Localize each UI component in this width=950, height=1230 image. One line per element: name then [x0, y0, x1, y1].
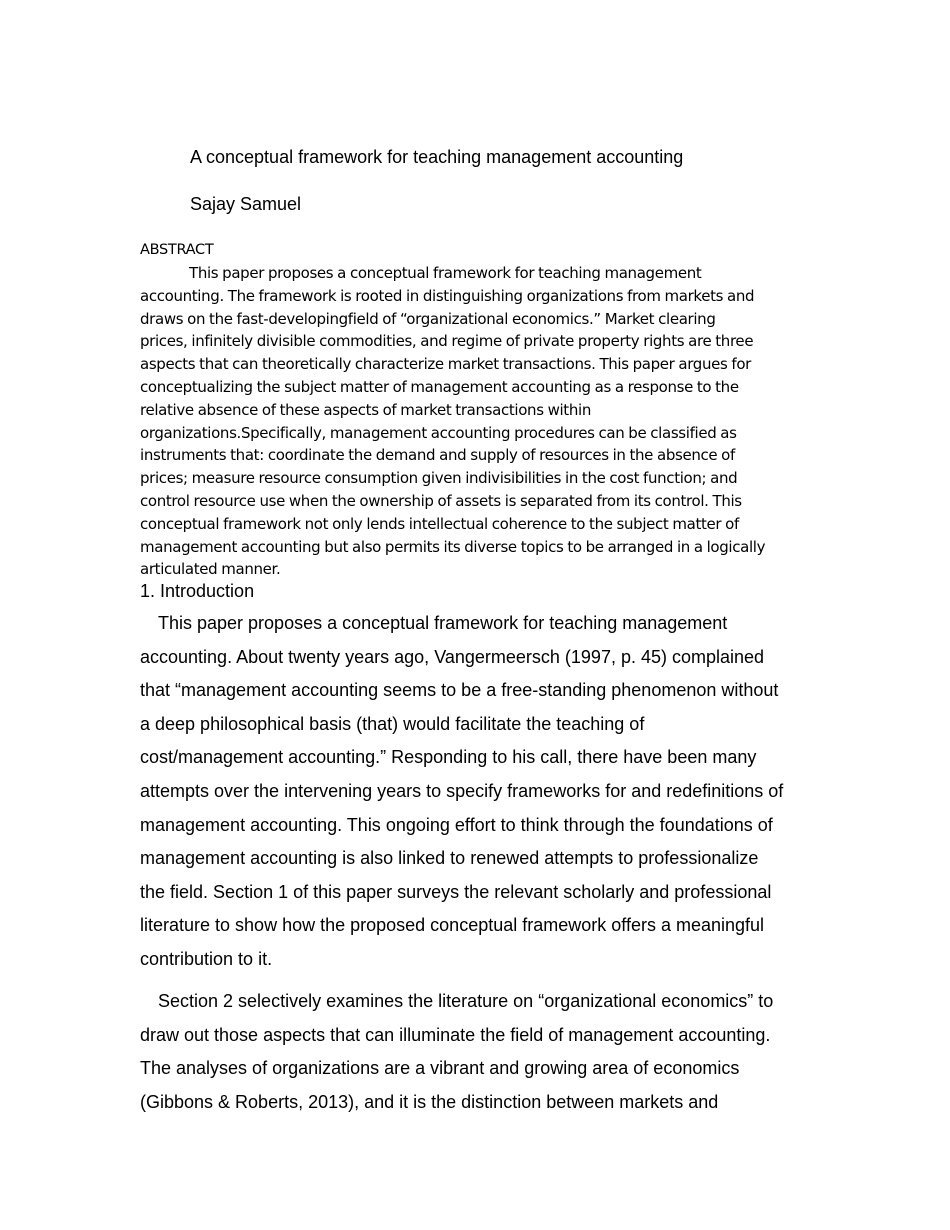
intro-paragraph-2 [140, 985, 820, 1119]
intro-paragraph-1 [140, 607, 820, 977]
paragraph-line: cost/management accounting.” Responding to his call, there have been many [140, 747, 757, 768]
paragraph-line: literature to show how the proposed conceptual framework offers a meaningful [140, 915, 765, 936]
paragraph-line: This paper proposes a conceptual framework for teaching management [158, 613, 728, 633]
paragraph-line: The analyses of organizations are a vibrant and growing area of economics [140, 1058, 740, 1079]
paragraph-line: the field. Section 1 of this paper surveys the relevant scholarly and professional [140, 881, 772, 902]
abstract-line: control resource use when the ownership of assets is separated from its control. This [140, 491, 742, 510]
abstract-line: articulated manner. [140, 560, 281, 579]
abstract-line: draws on the fast-developingfield of “organizational economics.” Market clearing [140, 309, 716, 328]
paragraph-line: attempts over the intervening years to specify frameworks for and redefinitions of [140, 780, 784, 801]
abstract-heading: ABSTRACT [140, 242, 214, 258]
paragraph-line: management accounting. This ongoing effort to think through the foundations of [140, 814, 773, 835]
paragraph-line: management accounting is also linked to renewed attempts to professionalize [140, 848, 759, 869]
section-heading-introduction: 1. Introduction [140, 581, 255, 601]
paragraph-line: accounting. About twenty years ago, Vangermeersch (1997, p. 45) complained [140, 646, 765, 667]
abstract-line: This paper proposes a conceptual framework for teaching management [189, 264, 702, 282]
abstract-line: organizations.Specifically, management accounting procedures can be classified as [140, 423, 737, 442]
abstract-line: prices, infinitely divisible commodities, and regime of private property rights are three [140, 332, 754, 351]
paragraph-line: (Gibbons & Roberts, 2013), and it is the distinction between markets and [140, 1091, 719, 1112]
abstract-body [140, 262, 810, 581]
paragraph-line: that “management accounting seems to be a free-standing phenomenon without [140, 680, 779, 701]
abstract-line: instruments that: coordinate the demand and supply of resources in the absence of [140, 446, 735, 465]
abstract-line: management accounting but also permits its diverse topics to be arranged in a logically [140, 537, 766, 556]
abstract-line: prices; measure resource consumption given indivisibilities in the cost function; and [140, 469, 738, 488]
paragraph-line: a deep philosophical basis (that) would facilitate the teaching of [140, 713, 645, 734]
paragraph-line: draw out those aspects that can illuminate the field of management accounting. [140, 1024, 771, 1045]
author-name: Sajay Samuel [190, 194, 302, 214]
paragraph-line: contribution to it. [140, 948, 273, 969]
paper-title: A conceptual framework for teaching management accounting [190, 147, 684, 167]
abstract-line: aspects that can theoretically characterize market transactions. This paper argues for [140, 355, 751, 374]
abstract-line: conceptualizing the subject matter of management accounting as a response to the [140, 377, 739, 396]
paragraph-line: Section 2 selectively examines the literature on “organizational economics” to [158, 991, 774, 1011]
abstract-line: conceptual framework not only lends intellectual coherence to the subject matter of [140, 514, 739, 533]
abstract-line: accounting. The framework is rooted in distinguishing organizations from markets and [140, 286, 755, 305]
abstract-line: relative absence of these aspects of market transactions within [140, 400, 591, 419]
